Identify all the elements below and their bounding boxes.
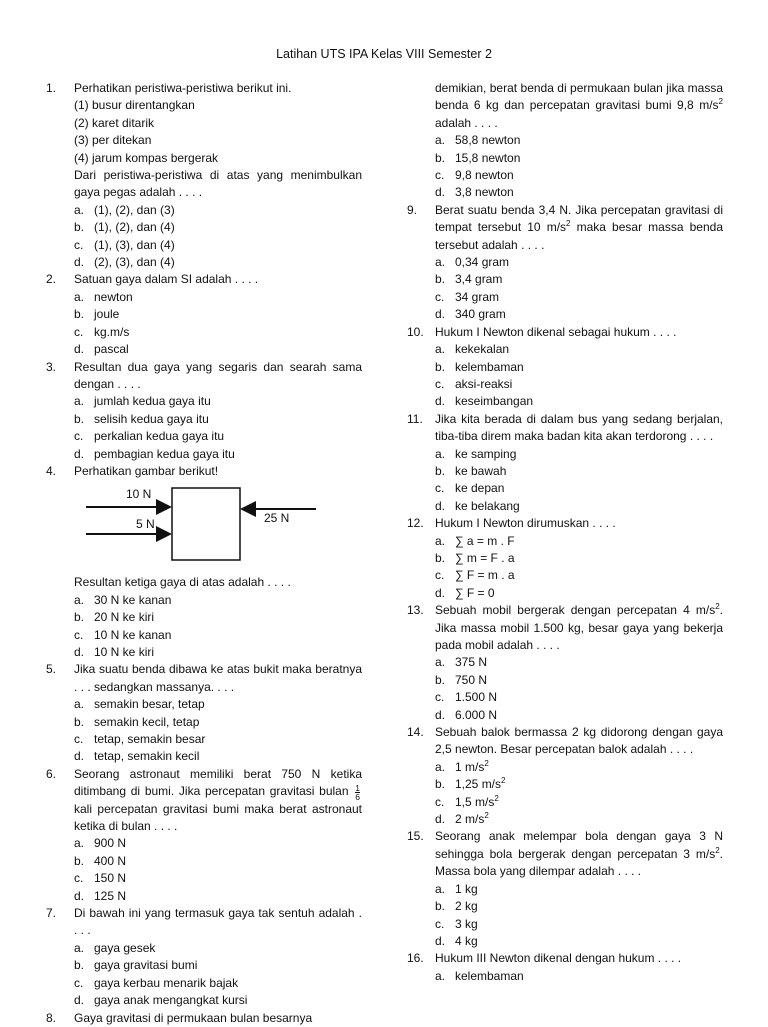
option-letter: c.: [435, 690, 445, 705]
option: [435, 654, 723, 671]
option: [435, 132, 723, 149]
option-letter: d.: [435, 933, 446, 948]
question-text-part: Seorang astronaut memiliki berat 750 N ketika ditimbang di bumi. Jika percepatan gravitasi bulan: [74, 766, 362, 799]
option-text: 150 N: [94, 871, 127, 886]
option-letter: c.: [435, 376, 445, 391]
option: [435, 446, 723, 463]
question-text: Satuan gaya dalam SI adalah . . . .: [74, 272, 259, 287]
question-number: 8.: [46, 1010, 57, 1025]
option-letter: b.: [435, 550, 446, 565]
force-label-5n: 5 N: [136, 517, 155, 532]
option-text: gaya anak mengangkat kursi: [94, 993, 248, 1008]
question-text-part: . Massa bola yang dilempar adalah . . . .: [435, 846, 723, 879]
question-15: [407, 828, 723, 950]
option-letter: c.: [435, 568, 445, 583]
option: [435, 533, 723, 550]
option-letter: d.: [74, 993, 85, 1008]
option-letter: a.: [74, 940, 85, 955]
option: [435, 393, 723, 410]
option: [74, 324, 362, 341]
option: [435, 480, 723, 497]
option-letter: b.: [435, 672, 446, 687]
question-text-part: Berat suatu benda 3,4 N. Jika percepatan gravitasi di tempat tersebut 10 m/s: [435, 202, 723, 235]
option-text: pascal: [94, 342, 129, 357]
option-letter: b.: [435, 463, 446, 478]
option: [74, 627, 362, 644]
option-letter: b.: [74, 307, 85, 322]
option-text: selisih kedua gaya itu: [94, 411, 209, 426]
question-9: [407, 202, 723, 324]
option-letter: d.: [435, 585, 446, 600]
question-number: 4.: [46, 463, 57, 478]
superscript: 2: [484, 811, 489, 821]
option-letter: d.: [435, 185, 446, 200]
question-text: Di bawah ini yang termasuk gaya tak sentuh adalah . . . .: [74, 906, 362, 938]
fraction-denominator: 6: [355, 791, 360, 802]
option: [435, 498, 723, 515]
option-text: ke bawah: [455, 463, 507, 478]
option-text: 1,5 m/s: [455, 794, 495, 809]
options-list: [435, 254, 723, 324]
option-text: 375 N: [455, 655, 488, 670]
option-text: 34 gram: [455, 289, 500, 304]
option-text: tetap, semakin besar: [94, 732, 206, 746]
option-text: kelembaman: [455, 968, 524, 983]
option-letter: b.: [435, 150, 446, 165]
option: [435, 567, 723, 584]
question-text: Dari peristiwa-peristiwa di atas yang menimbulkan gaya pegas adalah . . . .: [74, 168, 362, 200]
option: [435, 184, 723, 201]
question-text: Gaya gravitasi di permukaan bulan besarnya: [74, 1010, 313, 1025]
option-letter: c.: [435, 794, 445, 809]
option-letter: a.: [74, 289, 85, 304]
option: [74, 341, 362, 358]
option-letter: c.: [74, 324, 84, 339]
question-text-part: demikian, berat benda di permukaan bulan jika massa benda 6 kg dan percepatan gravitasi bumi 9,8 m/s: [435, 81, 723, 113]
option: [74, 714, 362, 731]
option-letter: d.: [74, 255, 85, 270]
option-text: newton: [94, 289, 133, 304]
option: [74, 992, 362, 1009]
question-number: 16.: [407, 951, 424, 966]
superscript: 2: [484, 758, 489, 768]
option: [74, 289, 362, 306]
option: [435, 463, 723, 480]
option-text: 4 kg: [455, 933, 478, 948]
question-number: 5.: [46, 662, 57, 677]
page-title: Latihan UTS IPA Kelas VIII Semester 2: [276, 47, 492, 61]
question-5: [46, 661, 362, 765]
question-number: 14.: [407, 725, 424, 740]
option-letter: a.: [74, 836, 85, 851]
option-letter: b.: [74, 958, 85, 973]
option-letter: a.: [435, 968, 446, 983]
question-text-part: . Jika massa mobil 1.500 kg, besar gaya yang bekerja pada mobil adalah . . . .: [435, 603, 723, 652]
force-diagram: [74, 482, 324, 572]
options-list: [435, 341, 723, 411]
option: [435, 376, 723, 393]
option: [435, 150, 723, 167]
option-letter: a.: [435, 255, 446, 270]
question-number: 2.: [46, 272, 57, 287]
option-letter: a.: [435, 446, 446, 461]
option-letter: c.: [435, 168, 445, 183]
question-text: Resultan ketiga gaya di atas adalah . . . .: [74, 575, 291, 590]
option: [435, 167, 723, 184]
option-text: 58,8 newton: [455, 133, 521, 148]
question-11: [407, 411, 723, 515]
question-number: 11.: [407, 411, 423, 426]
option-letter: b.: [74, 610, 85, 625]
question-text: Hukum I Newton dirumuskan . . . .: [435, 516, 616, 531]
option-text: aksi-reaksi: [455, 376, 513, 391]
option: [435, 759, 723, 776]
option-text: 3,8 newton: [455, 185, 514, 200]
option-text: joule: [94, 307, 120, 322]
option: [435, 550, 723, 567]
option: [435, 707, 723, 724]
option: [435, 689, 723, 706]
options-list: [74, 940, 362, 1010]
statement-item: (4) jarum kompas bergerak: [74, 150, 219, 165]
options-list: [74, 696, 362, 766]
question-2: [46, 271, 362, 358]
option-text: semakin besar, tetap: [94, 697, 205, 712]
option-letter: a.: [435, 533, 446, 548]
question-8: [46, 1010, 362, 1027]
option-letter: a.: [435, 342, 446, 357]
question-text-part: maka besar massa benda tersebut adalah . . . .: [435, 220, 723, 252]
question-text: Perhatikan peristiwa-peristiwa berikut ini.: [74, 81, 292, 95]
option-text: tetap, semakin kecil: [94, 749, 200, 764]
option-text: 900 N: [94, 836, 127, 851]
statement-item: (2) karet ditarik: [74, 115, 155, 130]
option: [74, 237, 362, 254]
option-letter: c.: [435, 481, 445, 496]
option-letter: b.: [435, 899, 446, 914]
option-text: 15,8 newton: [455, 150, 521, 165]
option: [435, 271, 723, 288]
option: [74, 888, 362, 905]
options-list: [74, 393, 362, 463]
option-text: 3,4 gram: [455, 272, 503, 287]
option-text: ke depan: [455, 481, 505, 496]
question-text: [435, 202, 723, 254]
options-list: [435, 759, 723, 829]
question-4: [46, 463, 362, 661]
option-letter: d.: [435, 707, 446, 722]
question-14: [407, 724, 723, 828]
fraction: [355, 784, 360, 801]
question-number: 10.: [407, 324, 424, 339]
option: [435, 672, 723, 689]
option: [435, 776, 723, 793]
box: [172, 488, 240, 560]
options-list: [435, 654, 723, 724]
option-letter: b.: [74, 853, 85, 868]
options-list: [435, 132, 723, 202]
option-text: ∑ F = m . a: [455, 568, 515, 583]
option-letter: d.: [74, 446, 85, 461]
option-text: (2), (3), dan (4): [94, 255, 175, 270]
option-text: pembagian kedua gaya itu: [94, 446, 235, 461]
question-text: [435, 602, 723, 654]
question-text: Resultan dua gaya yang segaris dan searah sama dengan . . . .: [74, 359, 362, 391]
option-text: gaya gesek: [94, 940, 156, 955]
question-7: [46, 905, 362, 1009]
option-letter: c.: [74, 732, 84, 746]
option: [435, 254, 723, 271]
statement-item: (1) busur direntangkan: [74, 98, 195, 113]
superscript: 2: [501, 776, 506, 786]
question-8-continued: [407, 80, 723, 202]
option: [435, 341, 723, 358]
question-text: Jika suatu benda dibawa ke atas bukit maka beratnya . . . sedangkan massanya. . . .: [74, 662, 362, 694]
question-10: [407, 324, 723, 411]
option-letter: b.: [74, 411, 85, 426]
option-text: 2 kg: [455, 899, 478, 914]
option-letter: c.: [74, 429, 84, 444]
option-text: 20 N ke kiri: [94, 610, 155, 625]
question-1: [46, 80, 362, 271]
option-letter: b.: [435, 777, 446, 792]
option: [74, 411, 362, 428]
option-text: 10 N ke kiri: [94, 644, 155, 659]
option-letter: d.: [435, 498, 446, 513]
option-text: ke samping: [455, 446, 517, 461]
option-text: 6.000 N: [455, 707, 498, 722]
question-3: [46, 359, 362, 463]
force-label-10n: 10 N: [126, 487, 152, 502]
option-letter: d.: [435, 394, 446, 409]
option: [74, 306, 362, 323]
option-text: semakin kecil, tetap: [94, 714, 200, 729]
question-text: Sebuah balok bermassa 2 kg didorong dengan gaya 2,5 newton. Besar percepatan balok adalah . . . .: [435, 725, 723, 757]
option-letter: a.: [74, 697, 85, 712]
options-list: [74, 835, 362, 905]
option-text: 1 kg: [455, 881, 478, 896]
option-letter: a.: [74, 592, 85, 607]
option-text: gaya kerbau menarik bajak: [94, 975, 239, 990]
superscript: 2: [566, 219, 571, 229]
option-text: 10 N ke kanan: [94, 627, 172, 642]
question-6: [46, 766, 362, 905]
question-text: [74, 766, 362, 836]
question-number: 9.: [407, 202, 418, 217]
option-text: keseimbangan: [455, 394, 534, 409]
options-list: [74, 289, 362, 359]
question-12: [407, 515, 723, 602]
question-number: 3.: [46, 359, 57, 374]
question-number: 15.: [407, 829, 424, 844]
option-text: gaya gravitasi bumi: [94, 958, 198, 973]
question-text: [435, 828, 723, 880]
option: [74, 975, 362, 992]
fraction-numerator: 1: [355, 782, 360, 793]
option-text: kekekalan: [455, 342, 510, 357]
superscript: 2: [718, 97, 723, 107]
options-list: [435, 881, 723, 951]
option-text: 340 gram: [455, 307, 506, 322]
question-text-part: kali percepatan gravitasi bumi maka berat astronaut ketika di bulan . . . .: [74, 801, 362, 834]
question-text: Hukum I Newton dikenal sebagai hukum . . . .: [435, 324, 677, 339]
option-letter: c.: [74, 975, 84, 990]
option-letter: c.: [435, 289, 445, 304]
question-number: 13.: [407, 603, 424, 618]
option-text: ∑ a = m . F: [455, 533, 515, 548]
option-text: 30 N ke kanan: [94, 592, 172, 607]
option-text: kg.m/s: [94, 324, 130, 339]
option-letter: b.: [435, 272, 446, 287]
options-list: [435, 533, 723, 603]
question-16: [407, 950, 723, 985]
options-list: [435, 968, 723, 985]
option: [74, 446, 362, 463]
left-column: [46, 80, 362, 1027]
option-letter: b.: [435, 359, 446, 374]
right-column: [407, 80, 723, 985]
option: [74, 219, 362, 236]
option-text: 125 N: [94, 888, 127, 903]
option: [435, 794, 723, 811]
question-number: 12.: [407, 516, 424, 531]
option-letter: a.: [435, 759, 446, 774]
statement-item: (3) per ditekan: [74, 133, 152, 148]
option-letter: b.: [74, 714, 85, 729]
option: [74, 748, 362, 765]
question-text-part: Sebuah mobil bergerak dengan percepatan 4 m/s: [435, 603, 716, 618]
option-letter: d.: [435, 812, 446, 827]
option-text: (1), (3), dan (4): [94, 237, 175, 252]
option: [74, 870, 362, 887]
option: [435, 289, 723, 306]
option: [74, 696, 362, 713]
question-text: [435, 80, 723, 132]
question-text: Perhatikan gambar berikut!: [74, 463, 219, 478]
question-number: 6.: [46, 766, 57, 781]
option: [74, 940, 362, 957]
option-text: 1.500 N: [455, 690, 498, 705]
option-text: 750 N: [455, 672, 488, 687]
option-letter: c.: [74, 627, 84, 642]
question-number: 7.: [46, 906, 57, 921]
option: [74, 835, 362, 852]
option: [74, 254, 362, 271]
option: [74, 393, 362, 410]
question-number: 1.: [46, 81, 57, 95]
option-text: jumlah kedua gaya itu: [94, 394, 211, 409]
option: [435, 968, 723, 985]
option-text: ke belakang: [455, 498, 520, 513]
question-text: Jika kita berada di dalam bus yang sedang berjalan, tiba-tiba direm maka badan kita akan terdorong . . . .: [435, 411, 723, 444]
option-text: 9,8 newton: [455, 168, 514, 183]
option: [435, 933, 723, 950]
option-text: (1), (2), dan (3): [94, 202, 175, 217]
option-text: kelembaman: [455, 359, 524, 374]
option: [74, 731, 362, 748]
option-text: 400 N: [94, 853, 127, 868]
option: [74, 609, 362, 626]
option-letter: c.: [74, 237, 84, 252]
option: [74, 592, 362, 609]
option-letter: a.: [74, 394, 85, 409]
option-letter: d.: [74, 749, 85, 764]
option-letter: c.: [74, 871, 84, 886]
option: [435, 881, 723, 898]
option-letter: d.: [74, 644, 85, 659]
option-text: ∑ F = 0: [455, 585, 495, 600]
option: [74, 957, 362, 974]
option: [435, 585, 723, 602]
option-text: 1,25 m/s: [455, 777, 502, 792]
option-letter: a.: [74, 202, 85, 217]
force-diagram-svg: [74, 482, 324, 570]
option: [435, 306, 723, 323]
force-label-25n: 25 N: [264, 511, 290, 526]
question-text: Hukum III Newton dikenal dengan hukum . . . .: [435, 951, 682, 966]
options-list: [435, 446, 723, 516]
option-text: 1 m/s: [455, 759, 485, 774]
option: [74, 202, 362, 219]
option-letter: d.: [74, 888, 85, 903]
option: [74, 644, 362, 661]
option-letter: a.: [435, 881, 446, 896]
superscript: 2: [494, 793, 499, 803]
option: [74, 853, 362, 870]
option: [435, 811, 723, 828]
options-list: [74, 202, 362, 272]
superscript: 2: [715, 845, 720, 855]
option: [74, 428, 362, 445]
option-text: 0,34 gram: [455, 255, 510, 270]
option-text: (1), (2), dan (4): [94, 220, 175, 235]
option-text: 3 kg: [455, 916, 478, 931]
option-letter: d.: [435, 307, 446, 322]
option: [435, 916, 723, 933]
question-text-part: adalah . . . .: [435, 115, 498, 130]
options-list: [74, 592, 362, 662]
option-letter: a.: [435, 133, 446, 148]
option-text: ∑ m = F . a: [455, 550, 515, 565]
option-letter: c.: [435, 916, 445, 931]
option-letter: b.: [74, 220, 85, 235]
option: [435, 898, 723, 915]
option-letter: d.: [74, 342, 85, 357]
question-text-part: Seorang anak melempar bola dengan gaya 3 N sehingga bola bergerak dengan percepatan 3 m/s: [435, 829, 723, 861]
option: [435, 359, 723, 376]
option-text: 2 m/s: [455, 812, 485, 827]
superscript: 2: [715, 602, 720, 612]
option-letter: a.: [435, 655, 446, 670]
question-13: [407, 602, 723, 724]
option-text: perkalian kedua gaya itu: [94, 429, 225, 444]
